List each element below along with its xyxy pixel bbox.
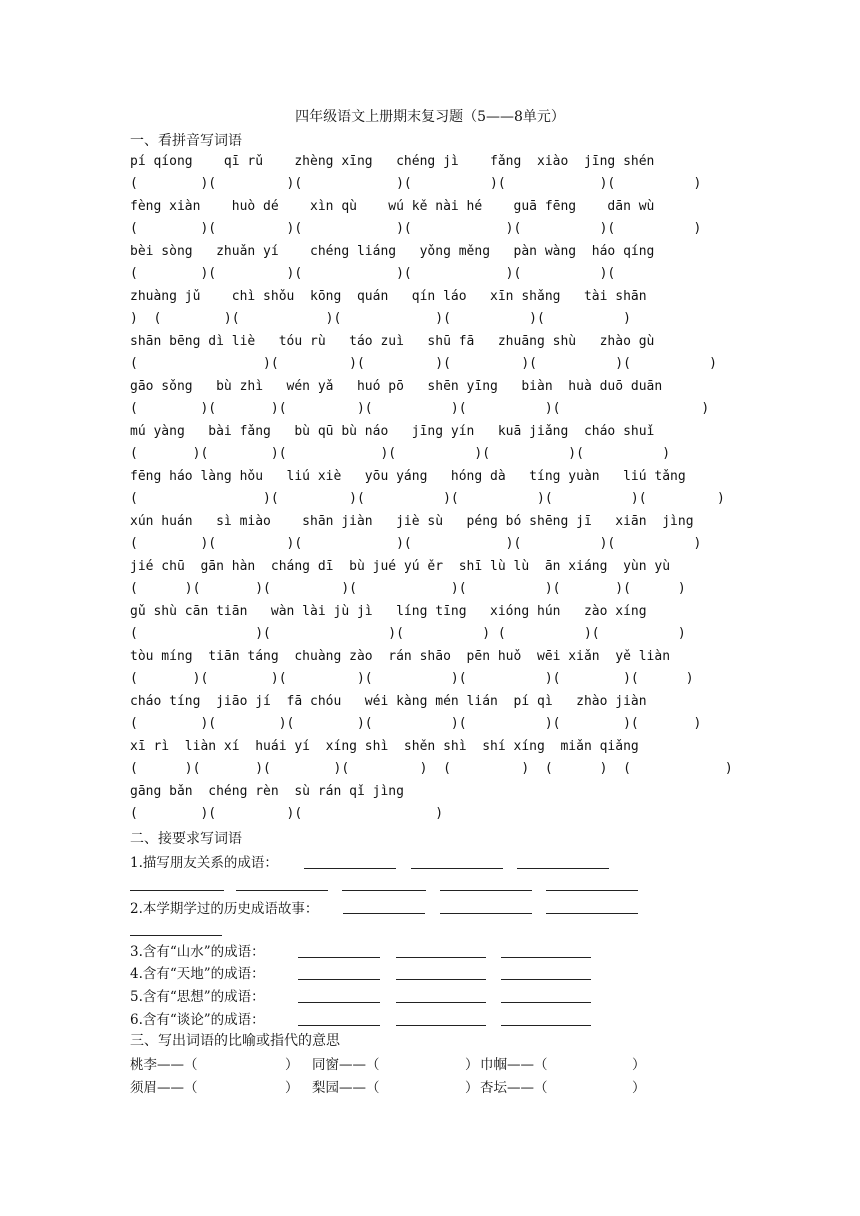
answer-blank[interactable] xyxy=(440,889,532,891)
answer-blank[interactable] xyxy=(298,1001,380,1003)
close-paren: ） xyxy=(632,1080,646,1096)
sixiang-idioms-prompt: 5.含有“思想”的成语： xyxy=(130,989,265,1005)
pinyin-row-12: tòu míng tiān táng chuàng zào rán shāo pēn huǒ wēi xiǎn yě liàn xyxy=(130,649,671,664)
pinyin-row-8: fēng háo làng hǒu liú xiè yōu yáng hóng dà tíng yuàn liú tǎng xyxy=(130,469,686,484)
pinyin-row-14: xī rì liàn xí huái yí xíng shì shěn shì shí xíng miǎn qiǎng xyxy=(130,739,639,754)
answer-blank[interactable] xyxy=(343,912,425,914)
answer-blank[interactable] xyxy=(304,867,396,869)
pinyin-row-10: jié chū gān hàn cháng dī bù jué yú ěr shī lù lù ān xiáng yùn yù xyxy=(130,559,671,574)
meaning-prompt-xingtan: 杏坛——（ xyxy=(480,1080,548,1096)
answer-blank[interactable] xyxy=(501,978,591,980)
answer-blank[interactable] xyxy=(501,956,591,958)
close-paren: ） xyxy=(465,1080,479,1096)
answer-blank[interactable] xyxy=(396,1001,486,1003)
pinyin-row-1: pí qíong qī rǔ zhèng xīng chéng jì fǎng xiào jīng shén xyxy=(130,154,655,169)
answer-blank[interactable] xyxy=(298,978,380,980)
pinyin-row-15: gāng bǎn chéng rèn sù rán qǐ jìng xyxy=(130,784,404,799)
answer-blank[interactable] xyxy=(396,1024,486,1026)
tanlun-idioms-prompt: 6.含有“谈论”的成语： xyxy=(130,1012,265,1028)
close-paren: ） xyxy=(632,1057,646,1073)
pinyin-row-13: cháo tíng jiāo jí fā chóu wéi kàng mén lián pí qì zhào jiàn xyxy=(130,694,647,709)
bracket-row-13[interactable]: ( )( )( )( )( )( )( ) xyxy=(130,716,702,731)
answer-blank[interactable] xyxy=(501,1024,591,1026)
pinyin-row-3: bèi sòng zhuǎn yí chéng liáng yǒng měng pàn wàng háo qíng xyxy=(130,244,655,259)
pinyin-row-5: shān bēng dì liè tóu rù táo zuì shū fā zhuāng shù zhào gù xyxy=(130,334,655,349)
bracket-row-7[interactable]: ( )( )( )( )( )( ) xyxy=(130,446,671,461)
answer-blank[interactable] xyxy=(342,889,426,891)
friendship-idioms-prompt: 1.描写朋友关系的成语： xyxy=(130,855,278,871)
close-paren: ） xyxy=(285,1080,299,1096)
answer-blank[interactable] xyxy=(130,889,224,891)
bracket-row-1[interactable]: ( )( )( )( )( )( ) xyxy=(130,176,702,191)
pinyin-row-4: zhuàng jǔ chì shǒu kōng quán qín láo xīn shǎng tài shān xyxy=(130,289,647,304)
tiandi-idioms-prompt: 4.含有“天地”的成语： xyxy=(130,966,265,982)
answer-blank[interactable] xyxy=(501,1001,591,1003)
meaning-prompt-liyuan: 梨园——（ xyxy=(312,1080,380,1096)
close-paren: ） xyxy=(465,1057,479,1073)
pinyin-row-7: mú yàng bài fǎng bù qū bù náo jīng yín kuā jiǎng cháo shuǐ xyxy=(130,424,655,439)
answer-blank[interactable] xyxy=(130,934,222,936)
answer-blank[interactable] xyxy=(440,912,532,914)
answer-blank[interactable] xyxy=(396,956,486,958)
bracket-row-5[interactable]: ( )( )( )( )( )( ) xyxy=(130,356,717,371)
meaning-prompt-taoli: 桃李——（ xyxy=(130,1057,198,1073)
bracket-row-6[interactable]: ( )( )( )( )( )( ) xyxy=(130,401,710,416)
bracket-row-11[interactable]: ( )( )( ) ( )( ) xyxy=(130,626,686,641)
bracket-row-4[interactable]: ) ( )( )( )( )( ) xyxy=(130,311,631,326)
answer-blank[interactable] xyxy=(546,889,638,891)
pinyin-row-9: xún huán sì miào shān jiàn jiè sù péng bó shēng jī xiān jìng xyxy=(130,514,694,529)
bracket-row-9[interactable]: ( )( )( )( )( )( ) xyxy=(130,536,702,551)
section2-heading: 二、接要求写词语 xyxy=(130,831,242,847)
bracket-row-8[interactable]: ( )( )( )( )( )( ) xyxy=(130,491,725,506)
answer-blank[interactable] xyxy=(411,867,503,869)
bracket-row-2[interactable]: ( )( )( )( )( )( ) xyxy=(130,221,702,236)
bracket-row-15[interactable]: ( )( )( ) xyxy=(130,806,444,821)
pinyin-row-6: gāo sǒng bù zhì wén yǎ huó pō shēn yīng biàn huà duō duān xyxy=(130,379,663,394)
meaning-prompt-tongchuang: 同窗——（ xyxy=(312,1057,380,1073)
answer-blank[interactable] xyxy=(236,889,328,891)
meaning-prompt-xumei: 须眉——（ xyxy=(130,1080,198,1096)
answer-blank[interactable] xyxy=(298,1024,380,1026)
bracket-row-14[interactable]: ( )( )( )( ) ( ) ( ) ( ) xyxy=(130,761,733,776)
section1-heading: 一、看拼音写词语 xyxy=(130,133,242,149)
close-paren: ） xyxy=(285,1057,299,1073)
answer-blank[interactable] xyxy=(546,912,638,914)
answer-blank[interactable] xyxy=(396,978,486,980)
meaning-prompt-jinguo: 巾帼——（ xyxy=(480,1057,548,1073)
answer-blank[interactable] xyxy=(517,867,609,869)
pinyin-row-2: fèng xiàn huò dé xìn qù wú kě nài hé guā fēng dān wù xyxy=(130,199,655,214)
history-idioms-prompt: 2.本学期学过的历史成语故事： xyxy=(130,901,319,917)
bracket-row-12[interactable]: ( )( )( )( )( )( )( ) xyxy=(130,671,694,686)
section3-heading: 三、写出词语的比喻或指代的意思 xyxy=(130,1033,340,1049)
shanshui-idioms-prompt: 3.含有“山水”的成语： xyxy=(130,944,265,960)
bracket-row-3[interactable]: ( )( )( )( )( )( xyxy=(130,266,616,281)
worksheet-title: 四年级语文上册期末复习题（5——8单元） xyxy=(295,109,565,125)
pinyin-row-11: gǔ shù cān tiān wàn lài jù jì líng tīng xióng hún zào xíng xyxy=(130,604,647,619)
answer-blank[interactable] xyxy=(298,956,380,958)
bracket-row-10[interactable]: ( )( )( )( )( )( )( ) xyxy=(130,581,686,596)
